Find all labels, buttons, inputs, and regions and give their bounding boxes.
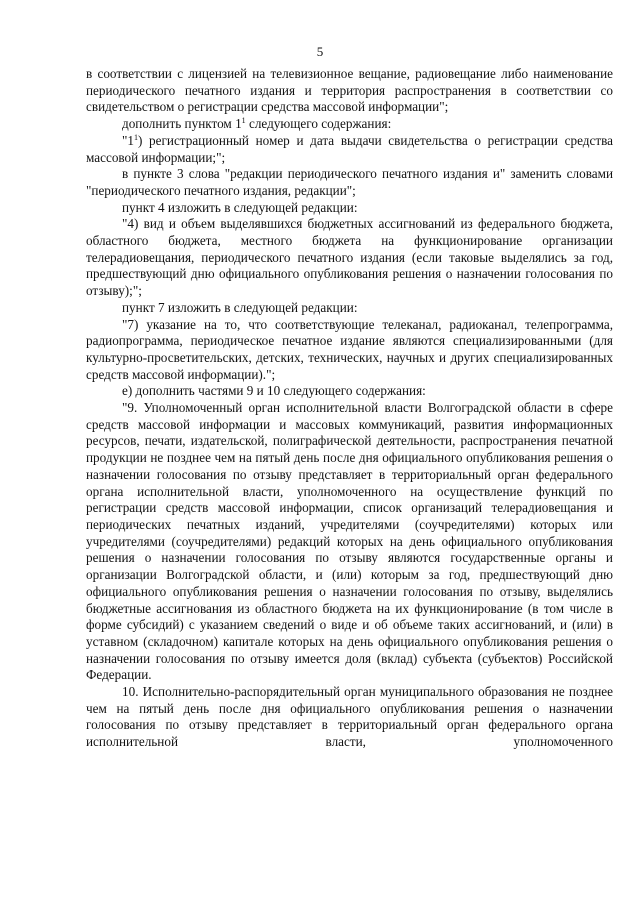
paragraph: 10. Исполнительно-распорядительный орган муниципального образования не позднее чем на пятый день после дня официального опубликования решения о назначении голосования по отзыву представляет в территориальный орган федерального органа исполнительной власти, уполномоченного bbox=[86, 684, 613, 750]
paragraph bbox=[86, 133, 613, 166]
paragraph: "4) вид и объем выделявшихся бюджетных ассигнований из федерального бюджета, областного бюджета, местного бюджета на функционирование организации телерадиовещания, периодического печатного издания (если таковые выделялись за год, предшествующий дню официального опубликования решения о назначении голосования по отзыву);"; bbox=[86, 216, 613, 299]
paragraph: пункт 7 изложить в следующей редакции: bbox=[122, 299, 358, 315]
superscript: 1 bbox=[241, 116, 246, 126]
paragraph: "9. Уполномоченный орган исполнительной власти Волгоградской области в сфере средств массовой информации и массовых коммуникаций, развития информационных ресурсов, печати, издательской, полиграфической деятельности, распространения печатной продукции не позднее чем на пятый день после дня официального опубликования решения о назначении голосования по отзыву представляет в территориальный орган федерального органа исполнительной власти, уполномоченного на осуществление функций по регистрации средств массовой информации, список организаций телерадиовещания и периодических печатных изданий, учредителями (соучредителями) которых или учредителями (соучредителями) редакций которых на день официального опубликования решения о назначении голосования по отзыву являются государственные органы и организации Волгоградской области, и (или) которым за год, предшествующий дню официального опубликования решения о назначении голосования по отзыву, выделялись бюджетные ассигнования из областного бюджета на их функционирование (в том числе в форме субсидий) с указанием сведений о виде и об объеме таких ассигнований, и (или) в уставном (складочном) капитале которых на день официального опубликования решения о назначении голосования по отзыву имеется доля (вклад) субъекта (субъектов) Российской Федерации. bbox=[86, 400, 613, 683]
paragraph bbox=[86, 116, 613, 133]
paragraph: в пункте 3 слова "редакции периодического печатного издания и" заменить словами "периодического печатного издания, редакции"; bbox=[86, 166, 613, 198]
paragraph: пункт 4 изложить в следующей редакции: bbox=[122, 199, 358, 215]
paragraph-text: дополнить пунктом 1 bbox=[122, 116, 242, 132]
document-body bbox=[86, 66, 613, 751]
paragraph-text: следующего содержания: bbox=[245, 116, 392, 132]
paragraph: е) дополнить частями 9 и 10 следующего содержания: bbox=[122, 383, 426, 399]
paragraph: "7) указание на то, что соответствующие телеканал, радиоканал, телепрограмма, радиопрограмма, периодическое печатное издание являются специализированными (для культурно-просветительских, детских, технических, научных и других специализированных средств массовой информации)."; bbox=[86, 316, 613, 382]
page-number: 5 bbox=[316, 44, 324, 59]
paragraph-text: ) регистрационный номер и дата выдачи свидетельства о регистрации средства массовой информации;"; bbox=[86, 132, 613, 165]
paragraph-text: "1 bbox=[122, 132, 134, 148]
paragraph: в соответствии с лицензией на телевизионное вещание, радиовещание либо наименование периодического печатного издания и территория распространения в соответствии со свидетельством о регистрации средства массовой информации"; bbox=[86, 66, 613, 115]
superscript: 1 bbox=[133, 132, 138, 142]
